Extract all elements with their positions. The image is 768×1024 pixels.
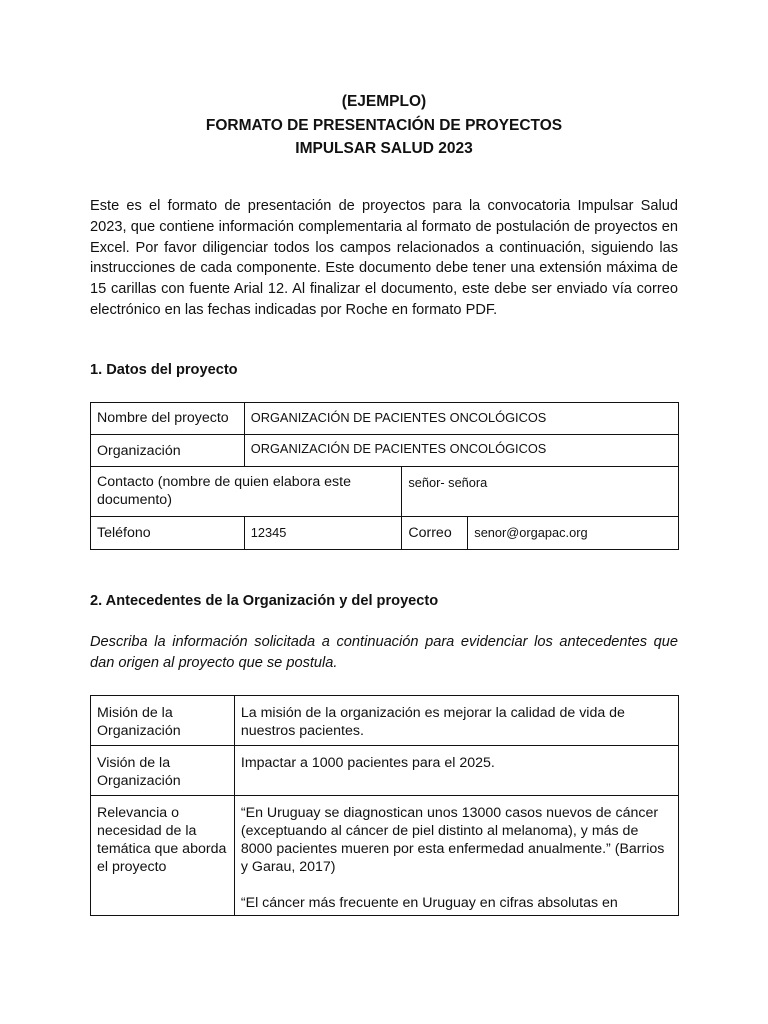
relevancia-label: Relevancia o necesidad de la temática que aborda el proyecto: [91, 796, 235, 916]
relevancia-paragraph-1: “En Uruguay se diagnostican unos 13000 casos nuevos de cáncer (exceptuando al cáncer de piel distinto al melanoma), y más de 8000 pacientes mueren por esta enfermedad anualmente.” (Barrios y Garau, 2017): [240, 805, 665, 875]
table-row: [91, 796, 679, 916]
table-row: [91, 746, 679, 796]
section-1-heading: 1. Datos del proyecto: [90, 362, 238, 378]
organizacion-label: Organización: [91, 435, 245, 467]
table-row: [91, 435, 679, 467]
contacto-value: señor- señora: [402, 467, 679, 517]
contacto-label: Contacto (nombre de quien elabora este documento): [91, 467, 402, 517]
intro-paragraph: Este es el formato de presentación de proyectos para la convocatoria Impulsar Salud 2023, que contiene información complementaria al formato de postulación de proyectos en Excel. Por favor diligenciar todos los campos relacionados a continuación, siguiendo las instrucciones de cada componente. Este documento debe tener una extensión máxima de 15 carillas con fuente Arial 12. Al finalizar el documento, este debe ser enviado vía correo electrónico en las fechas indicadas por Roche en formato PDF.: [90, 198, 678, 318]
mision-label: Misión de la Organización: [91, 696, 235, 746]
document-title-line-1: (EJEMPLO): [341, 93, 427, 110]
section-2-heading: 2. Antecedentes de la Organización y del proyecto: [90, 593, 439, 609]
relevancia-value: [234, 796, 678, 916]
table-row: [91, 517, 679, 550]
relevancia-paragraph-2: “El cáncer más frecuente en Uruguay en cifras absolutas en: [240, 895, 618, 911]
correo-label: Correo: [402, 517, 468, 550]
background-table: [90, 695, 679, 916]
telefono-value: 12345: [244, 517, 402, 550]
mision-value: La misión de la organización es mejorar la calidad de vida de nuestros pacientes.: [234, 696, 678, 746]
nombre-label: Nombre del proyecto: [91, 403, 245, 435]
organizacion-value: ORGANIZACIÓN DE PACIENTES ONCOLÓGICOS: [244, 435, 678, 467]
correo-value: senor@orgapac.org: [468, 517, 679, 550]
table-row: [91, 403, 679, 435]
telefono-label: Teléfono: [91, 517, 245, 550]
nombre-value: ORGANIZACIÓN DE PACIENTES ONCOLÓGICOS: [244, 403, 678, 435]
table-row: [91, 467, 679, 517]
document-title-line-2: FORMATO DE PRESENTACIÓN DE PROYECTOS: [205, 117, 563, 134]
vision-label: Visión de la Organización: [91, 746, 235, 796]
project-data-table: [90, 402, 679, 550]
vision-value: Impactar a 1000 pacientes para el 2025.: [234, 746, 678, 796]
table-row: [91, 696, 679, 746]
section-2-instruction: Describa la información solicitada a continuación para evidenciar los antecedentes que dan origen al proyecto que se postula.: [90, 634, 678, 671]
document-title-line-3: IMPULSAR SALUD 2023: [295, 140, 473, 157]
